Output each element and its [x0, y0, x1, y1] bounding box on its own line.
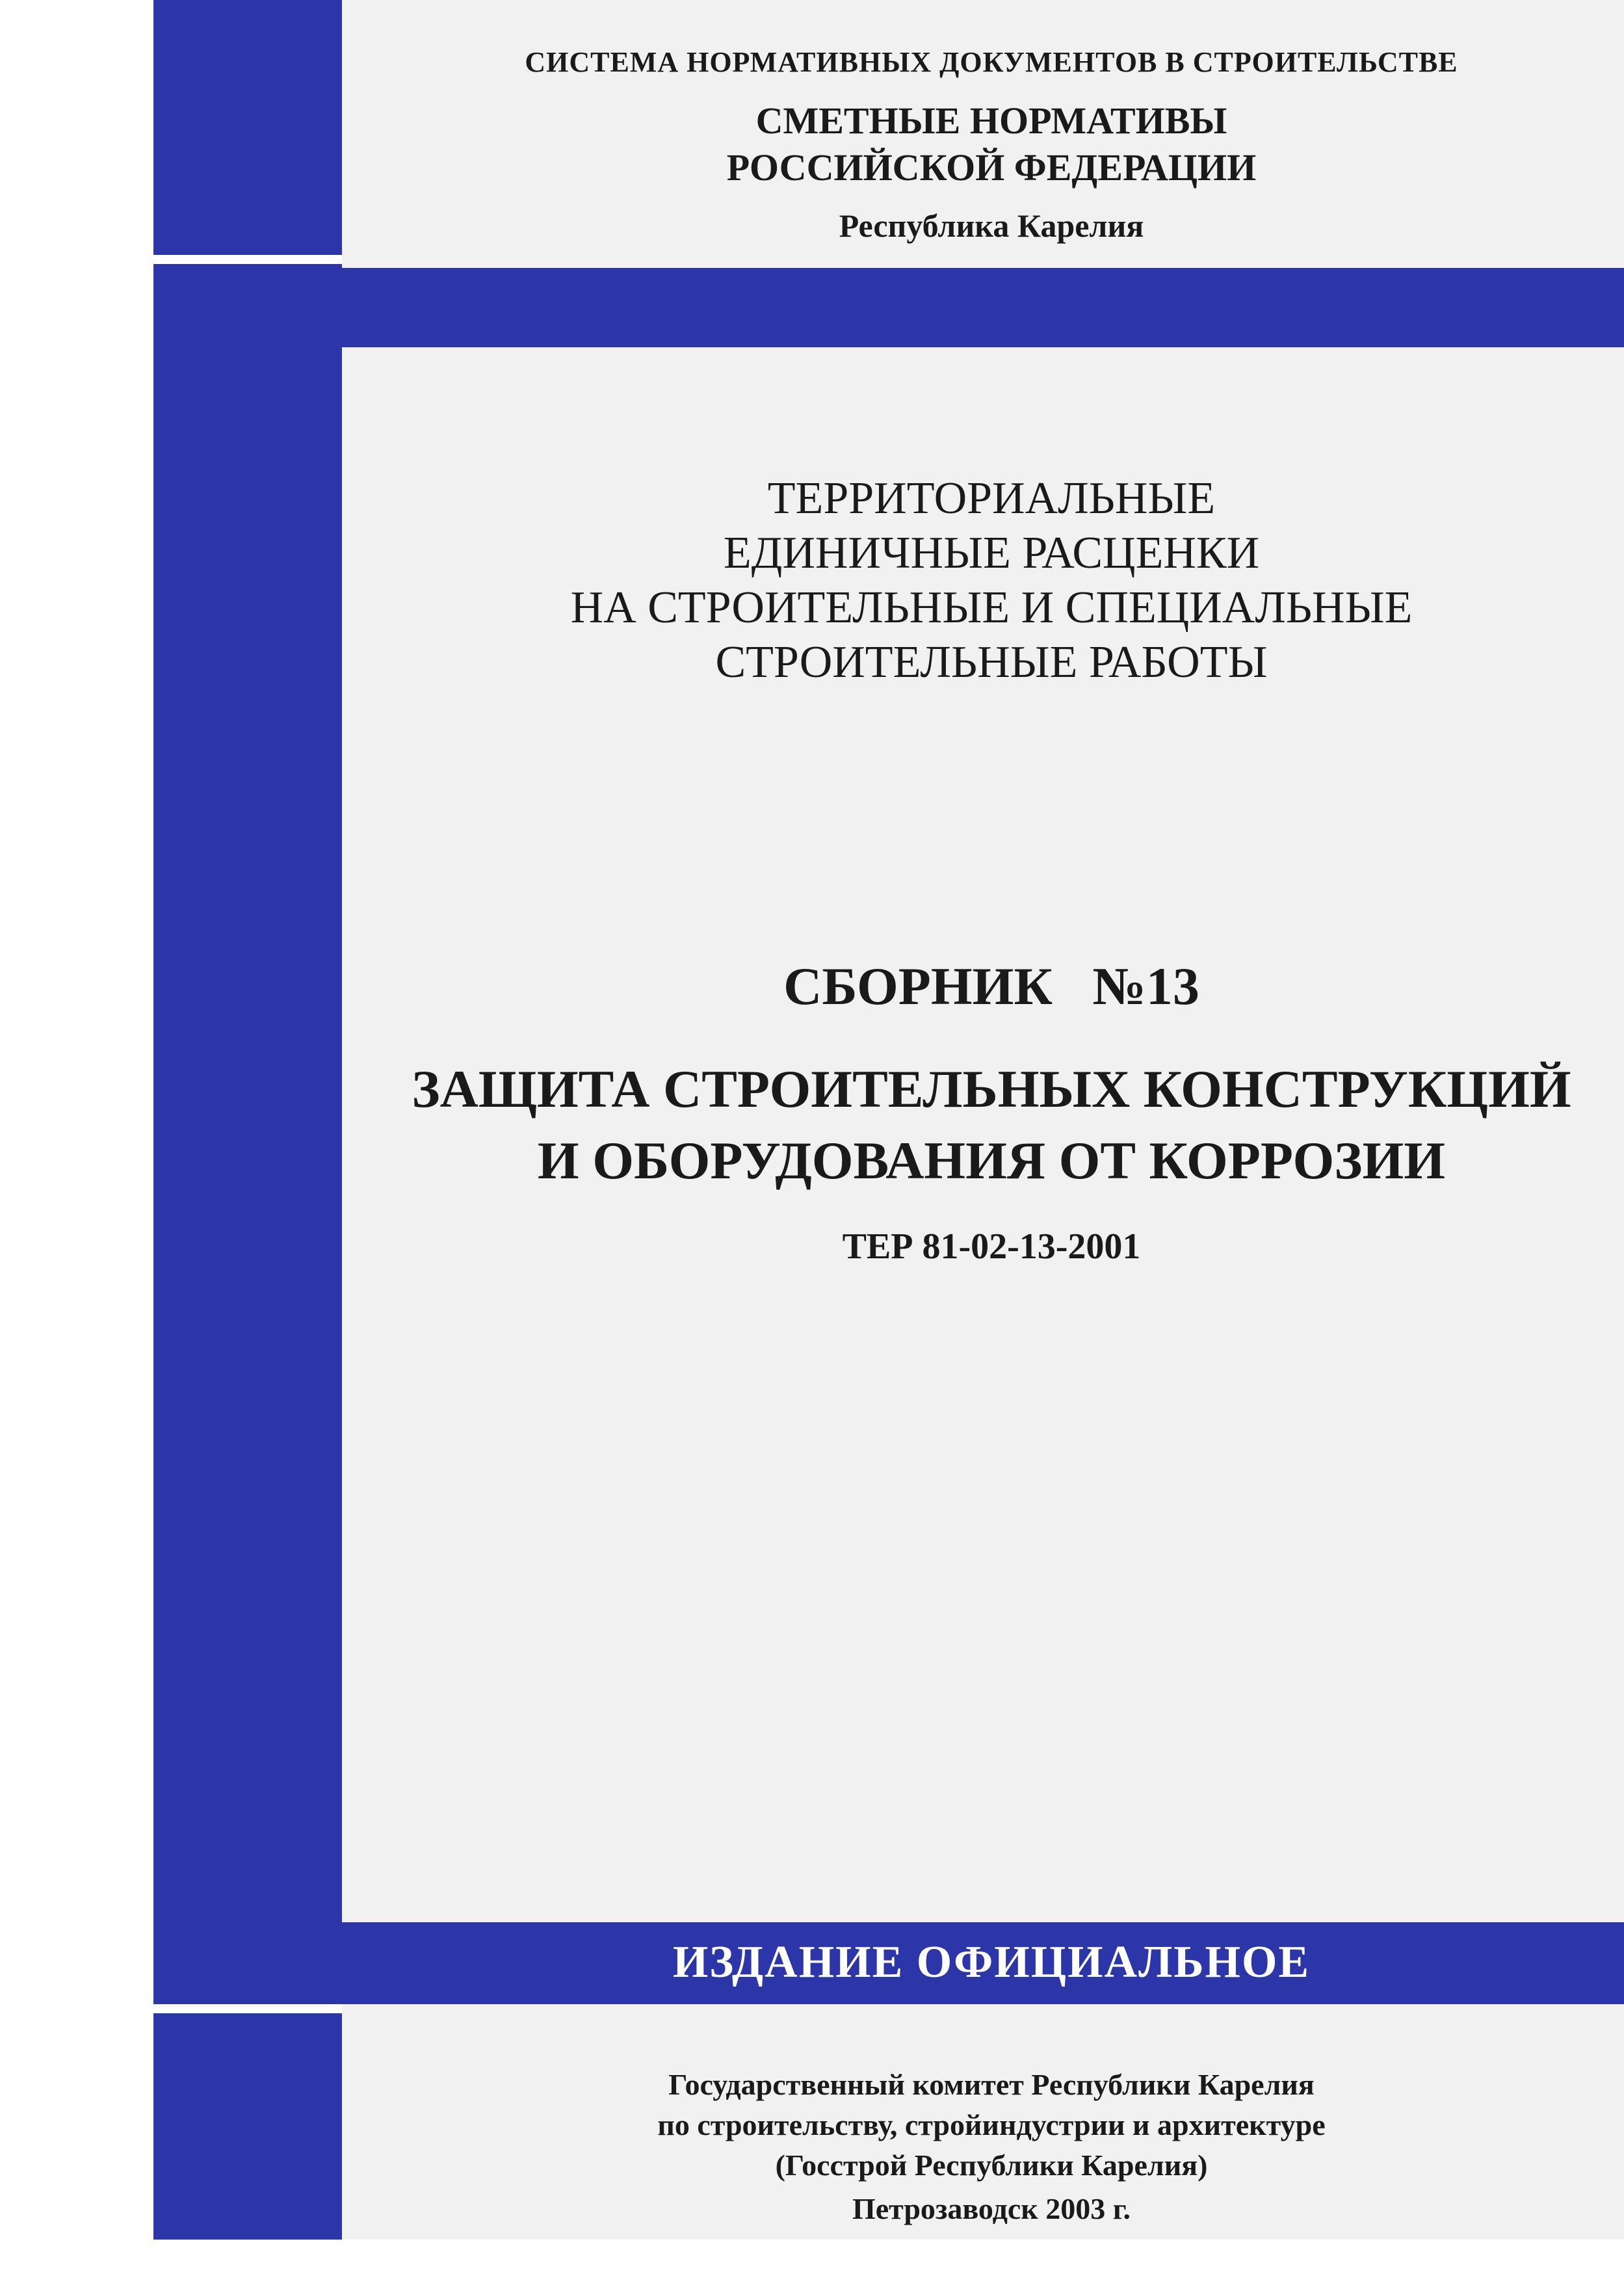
bottom-white-stripe [153, 2004, 342, 2013]
title-line2: ЕДИНИЧНЫЕ РАСЦЕНКИ [723, 528, 1260, 578]
publisher-line1: Государственный комитет Республики Карелия [668, 2068, 1315, 2101]
estimate-heading-line2: РОССИЙСКОЙ ФЕДЕРАЦИИ [726, 146, 1257, 189]
title-line3: НА СТРОИТЕЛЬНЫЕ И СПЕЦИАЛЬНЫЕ [570, 583, 1413, 633]
document-title [390, 471, 1593, 690]
publisher-line2: по строительству, стройиндустрии и архитектуре [657, 2108, 1326, 2141]
top-white-stripe [153, 255, 342, 264]
top-blue-band [153, 268, 1624, 347]
place-year: Петрозаводск 2003 г. [852, 2192, 1131, 2225]
edition-label: ИЗДАНИЕ ОФИЦИАЛЬНОЕ [672, 1937, 1311, 1987]
subject-line2: И ОБОРУДОВАНИЯ ОТ КОРРОЗИИ [537, 1131, 1446, 1190]
estimate-heading [390, 98, 1593, 191]
publisher-line3: (Госстрой Республики Карелия) [775, 2149, 1208, 2182]
subject-line1: ЗАЩИТА СТРОИТЕЛЬНЫХ КОНСТРУКЦИЙ [412, 1059, 1571, 1118]
region-label: Республика Карелия [839, 207, 1144, 244]
system-heading: СИСТЕМА НОРМАТИВНЫХ ДОКУМЕНТОВ В СТРОИТЕЛЬСТВЕ [525, 46, 1458, 78]
document-code: ТЕР 81-02-13-2001 [842, 1226, 1141, 1267]
title-line4: СТРОИТЕЛЬНЫЕ РАБОТЫ [715, 637, 1268, 687]
estimate-heading-line1: СМЕТНЫЕ НОРМАТИВЫ [755, 99, 1227, 142]
page-margin [153, 2240, 1624, 2289]
title-line1: ТЕРРИТОРИАЛЬНЫЕ [767, 473, 1216, 523]
publisher-block [390, 2065, 1593, 2186]
collection-subject [390, 1053, 1593, 1197]
collection-number: СБОРНИК №13 [783, 957, 1199, 1016]
